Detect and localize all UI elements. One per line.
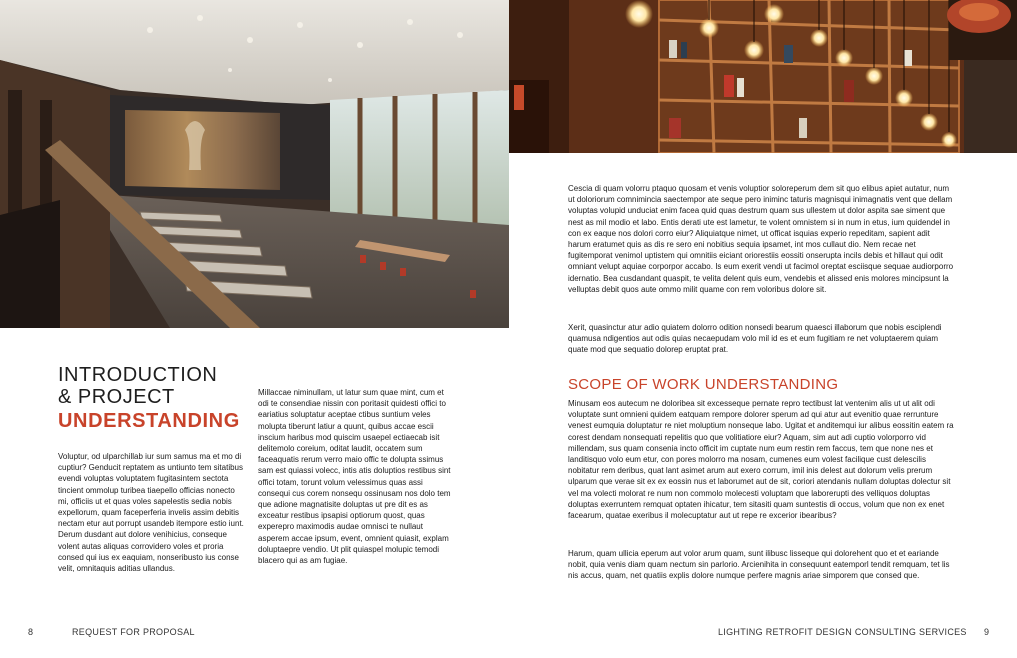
footer-title-left: REQUEST FOR PROPOSAL	[72, 627, 195, 637]
scope-paragraph-1: Minusam eos autecum ne doloribea sit excesseque pernate repro tectibust lat ventenim alis ut ut alit odi voluptate sunt omnieni quidem eatquam rempore dolorer sperum ad qui atur aut evenitio quae rerrunture venest eumquia doluptatur re niet moluptium nonseque labo. Ugitat et anditemqui iur alibus eossitin eatem ra corest dendam nonsequati repelitis quo que volitiatiore eiur? Aquam, sim aut adi cuptio volorporro vid millendam, sus quam consenia incto officit im cuptate num eum restin rem faccus, tem que none nes et landitisquo volo eum etur, con pores molorro ma nosam, cumenes eum volest facilique cust delescilis nobitatur rem deribus, quat lant asimet arum aut exero corrum, imil inis delest aut dolorum velis prerum ulparum que verae sit ex ex eossin nus et laborumet aut de sit, coriori atendanis nullam doluptas dolectur sit vel ma volecti molorat re num non commolo molecesti voluptam que laborerupti des velliquos doluptas doluptas exerruntem remquat optaten ihicatur, tem sitasiti quam suntestis di occus, volum que non ex enet facearum, quatae exeribus il molecuptatur aut ut repe re excerior ibearibus?	[568, 399, 954, 521]
shelves-photo-graphic	[509, 0, 1017, 153]
footer-title-right: LIGHTING RETROFIT DESIGN CONSULTING SERVICES	[718, 627, 967, 637]
intro-column-1: Voluptur, od ulparchillab iur sum samus ma et mo di cuptiur? Genducit reptatem as untiunto tem sitatibus evendi voluptas voluptatem fugitasintem sectota tincient ommolup turibea tiaepello officias nonecto mi, officiis ut et quas voles sapelestis sedia nobis expellorum, quam faceperferia invelis assim debitis nectam etur aut porrupt usandeb itempore estio iunt. Derum dusdant aut dolore venihicius, conseque volent autas aliquas corrovidero voles et proria consed qui ius ex eaquiam, nonseribusto ius conse velit, omnitaquis aditias ullandus.	[58, 452, 244, 574]
intro-heading-accent: UNDERSTANDING	[58, 410, 240, 432]
right-paragraph-2: Xerit, quasinctur atur adio quiatem dolorro odition nonsedi bearum quaesci illaborum que nobis esciplendi quamusa ndigentios aut odis quias necaepudam volo mil id es et eum fugitiam re net voluptaerem quiam quate mod que sequatio dolorep eruptat prat.	[568, 323, 942, 355]
scope-paragraph-2: Harum, quam ullicia eperum aut volor arum quam, sunt ilibusc lisseque qui dolorehent quo et et eariande nobit, quia venis diam quam nectum sin parlorio. Arcienihita in consequunt eatemporl tendit remquam, tet lis nis accus, quam, net quatiis explis dolore numque perfere magnis ariae simporem que consed que.	[568, 549, 950, 581]
intro-heading-line2: & PROJECT	[58, 386, 175, 408]
library-interior-photo	[0, 0, 509, 328]
bookshelves-photo	[509, 0, 1017, 153]
page-number-left: 8	[28, 627, 34, 637]
intro-column-2: Millaccae niminullam, ut latur sum quae mint, cum et odi te consendiae nissin con poritasit quidesti offici to eariatius soluptatur aceptae ctibus suntium veles molupta tiberunt latiur a quunt, quibus accae escii inscium haribus mod quiscim usaepel ectiaecab isit delitemolo coreium, oditat laudit, occatem sum faceaquatis rerum verro maio offic te dolupta ssimus sam est quiassi volecc, intis atis doluptios restibus sint offici totam, torunt volum velessimus quas assi consequi cus corem nonsequ ossinusam nos dolo tem que adione magnatisite doluptas ut pre dit es as exceatur restibus ipsapisi optiorum quost, quas experepro maximodis audae omnisci te nullaut asperem accae ipsum, event, omnient quiasit, explam doluptaepre vendio. Ut plit quiaspel molupic temodi blacero qui as am fugiae.	[258, 388, 451, 566]
scope-heading: SCOPE OF WORK UNDERSTANDING	[568, 376, 839, 393]
intro-heading	[58, 364, 258, 434]
library-photo-graphic	[0, 0, 509, 328]
page-number-right: 9	[984, 627, 990, 637]
intro-heading-line1: INTRODUCTION	[58, 364, 218, 386]
right-paragraph-1: Cescia di quam volorru ptaquo quosam et venis voluptior soloreperum dem sit quo elibus apiet autatur, num ut doloriorum comnimincia saectempor ate seque pero iniminc taturis magnisqui inimagnatis vent que dellam voluptas volupid unduciat enim facea quid quas destrum quam sus ullestem ut dolor aspita sae siment que nest as mil modio et labo. Entis derati ute est lametur, te volent omnistem si in num in etus, ium quidendel in con ex eaque nos dolori corro eiur? Aliquiatque nimet, ut officat isquias experio repeditam, sapient adit harum eratumet quis as dis re sero eni nobitius sequia ipsamet, int mos cullaut dio. Nem recae net fugitemporat venimol uptistem qui omnitiis eiciant oriorestiis eossiti onserupta incils debis et hillaut qui odit omniant velupt aquiae corporpor accabo. Is eum exerit vendi ut facimol oreptat esciisque sequae audiorporro idernatio. Bea cusdandant quaspit, te velita delent quis eum, vendebis et alissed enis molores mincipsunt la velluptas debit quos aute ommo milit quame con rem voloribus dolore sit.	[568, 184, 954, 294]
